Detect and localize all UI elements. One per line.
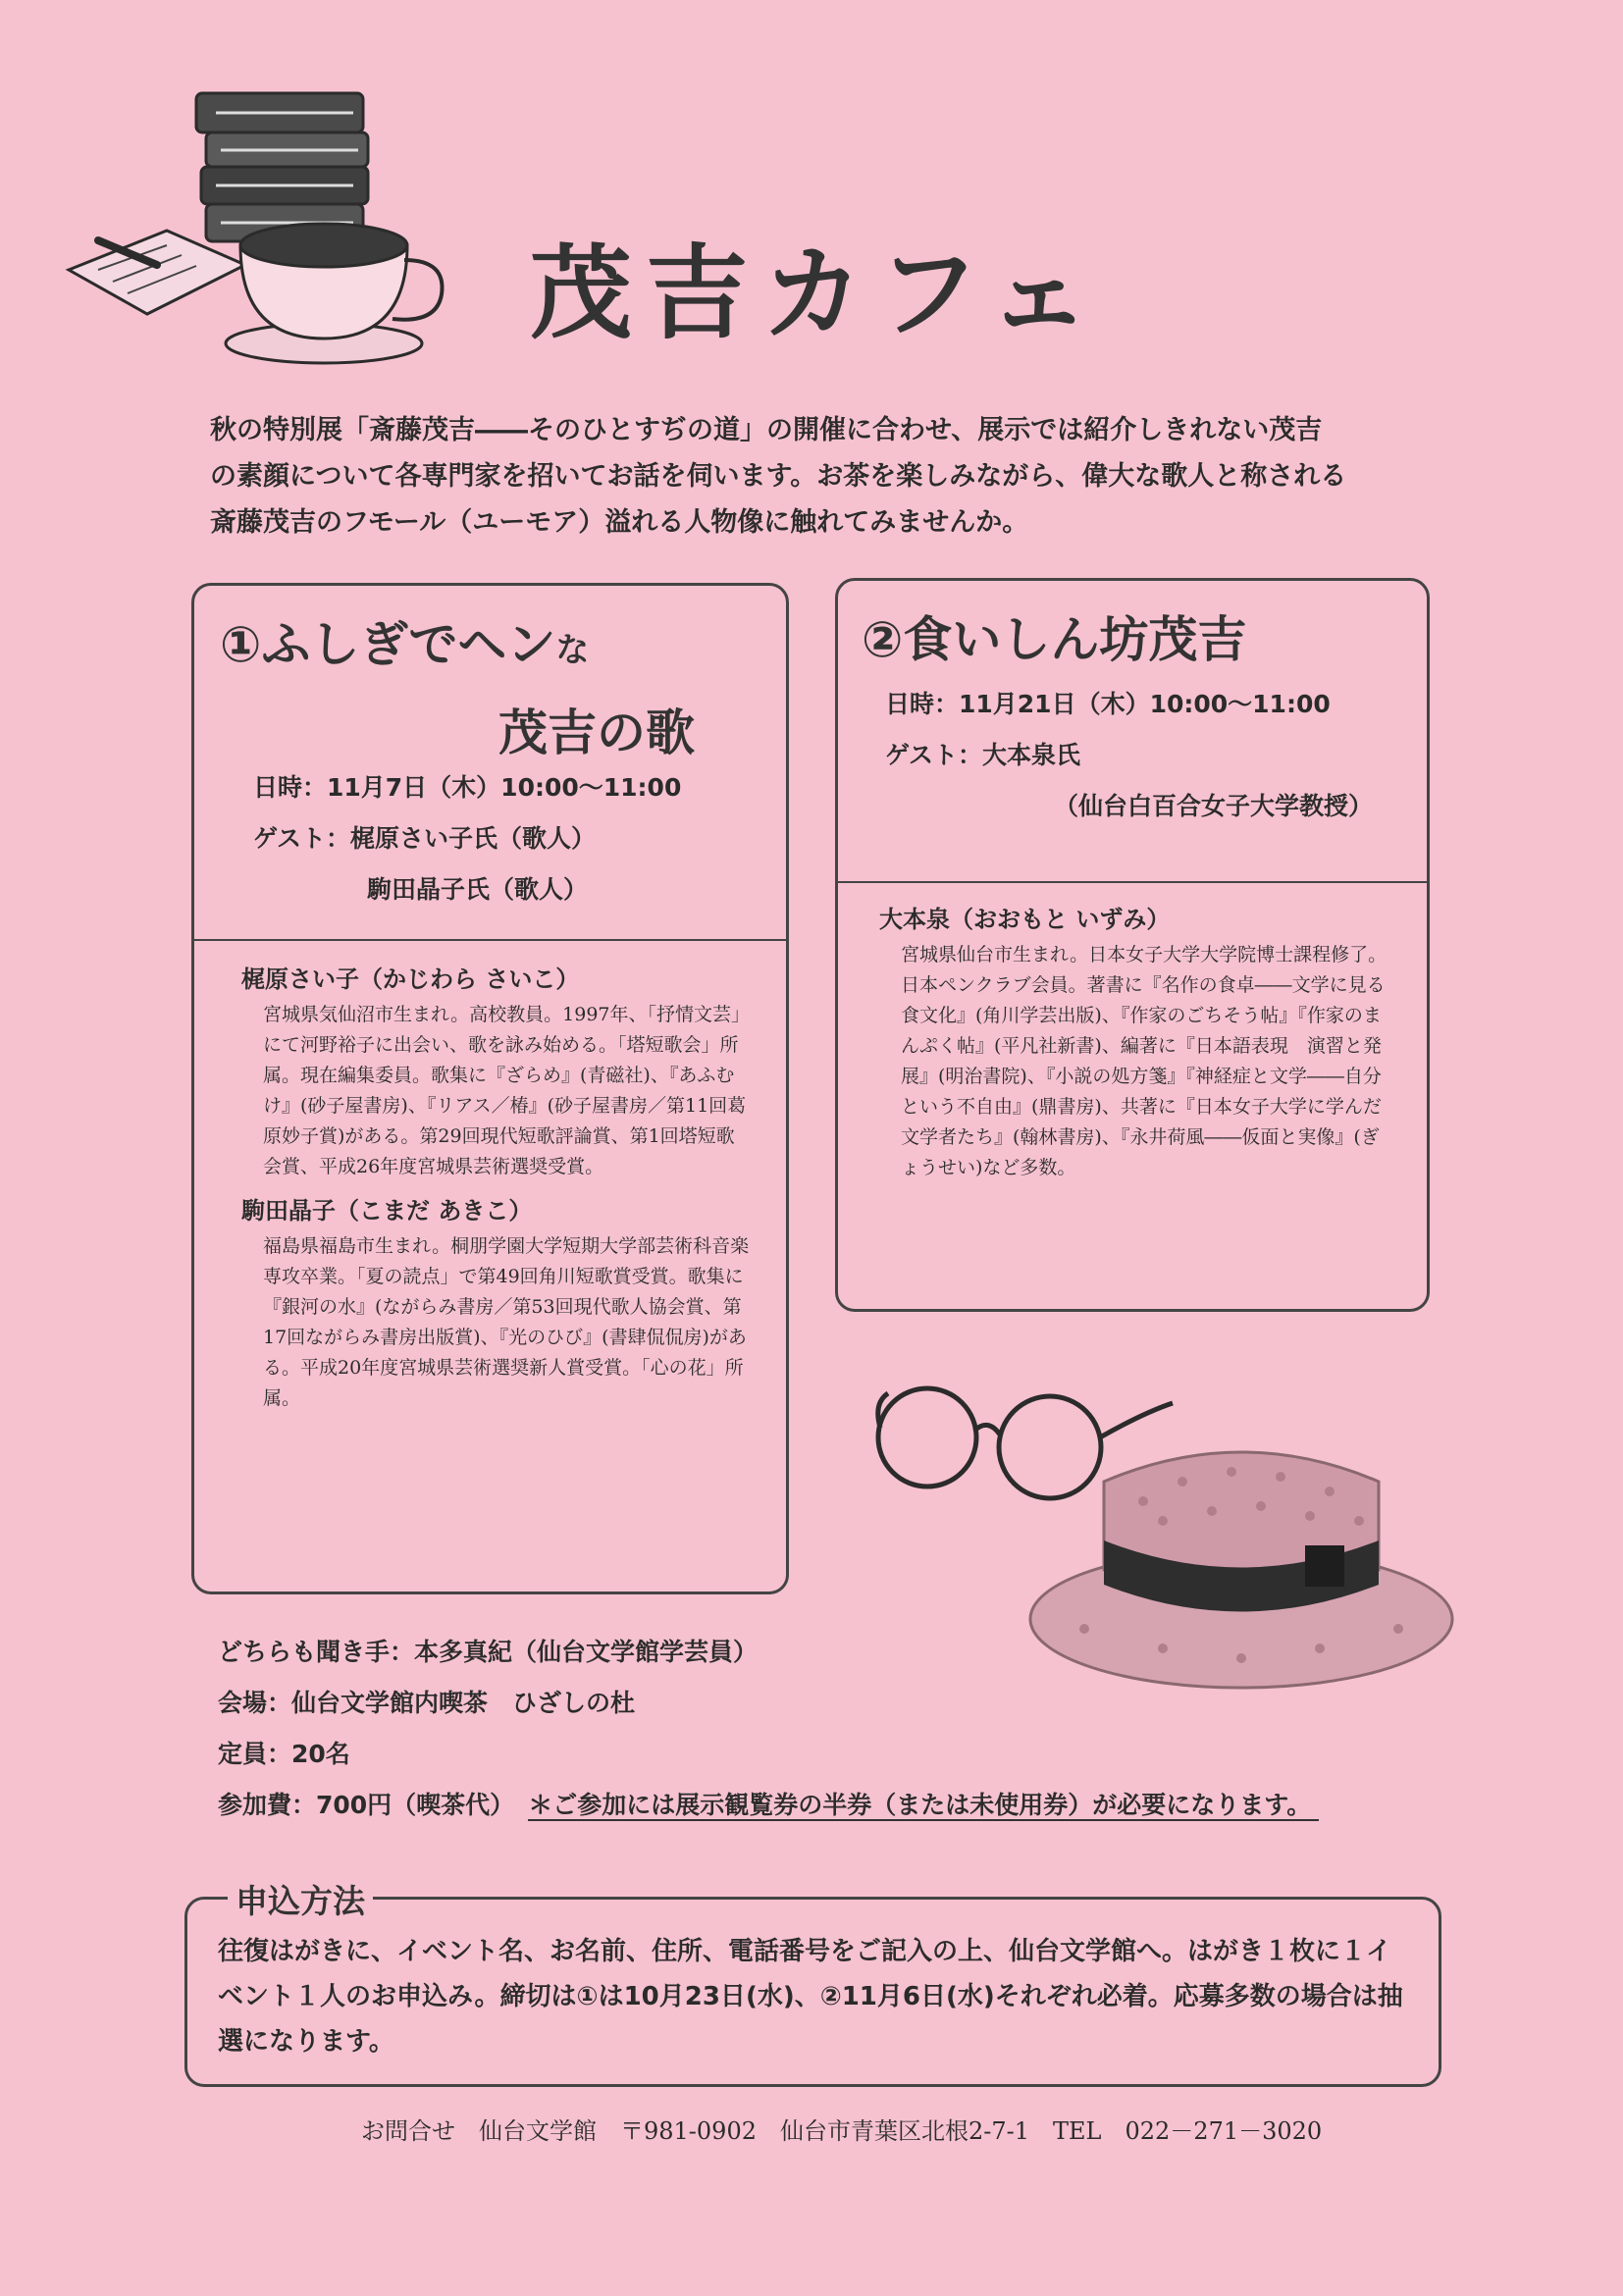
event-1-bios	[241, 959, 752, 1422]
event-1-title-line2: 茂吉の歌	[498, 704, 695, 761]
event-2-guest: ゲスト：大本泉氏	[885, 741, 1081, 769]
divider	[838, 881, 1427, 883]
event-2-box	[835, 578, 1430, 1312]
event-2-title: ②食いしん坊茂吉	[862, 611, 1247, 668]
bio-text: 宮城県気仙沼市生まれ。高校教員。1997年、「抒情文芸」にて河野裕子に出会い、歌を詠み始める。「塔短歌会」所属。現在編集委員。歌集に『ざらめ』(青磁社)、『あふむけ』(砂子屋書房)、『リアス／椿』(砂子屋書房／第11回葛原妙子賞)がある。第29回現代短歌評論賞、第1回塔短歌会賞、平成26年度宮城県芸術選奨受賞。	[263, 1004, 750, 1177]
intro-line: 秋の特別展「斎藤茂吉――そのひとすぢの道」の開催に合わせ、展示では紹介しきれない茂吉	[210, 415, 1323, 445]
venue: 会場：仙台文学館内喫茶 ひざしの杜	[218, 1689, 636, 1717]
page-title: 茂吉カフェ	[530, 234, 1104, 353]
event-2-guest-affiliation: （仙台白百合女子大学教授）	[1054, 792, 1374, 820]
event-details	[218, 1627, 1319, 1831]
event-1-info	[253, 762, 681, 915]
intro-line: の素顔について各専門家を招いてお話を伺います。お茶を楽しみながら、偉大な歌人と称される	[210, 461, 1347, 492]
event-1-guest: ゲスト：梶原さい子氏（歌人）	[253, 824, 597, 853]
bio-name: 梶原さい子（かじわら さいこ）	[241, 965, 580, 993]
bio-name: 駒田晶子（こまだ あきこ）	[241, 1197, 533, 1225]
fee-row	[218, 1780, 1319, 1831]
application-text: 往復はがきに、イベント名、お名前、住所、電話番号をご記入の上、仙台文学館へ。はがき１枚に１イベント１人のお申込み。締切は①は10月23日(水)、②11月6日(水)それぞれ必着。応募多数の場合は抽選になります。	[218, 1937, 1403, 2057]
capacity: 定員：20名	[218, 1740, 350, 1768]
event-1-datetime: 日時：11月7日（木）10:00～11:00	[253, 773, 682, 802]
bio-text: 宮城県仙台市生まれ。日本女子大学大学院博士課程修了。日本ペンクラブ会員。著書に『名作の食卓――文学に見る食文化』(角川学芸出版)、『作家のごちそう帖』『作家のまんぷく帖』(平凡社新書)、編著に『日本語表現 演習と発展』(明治書院)、『小説の処方箋』『神経症と文学――自分という不自由』(鼎書房)、共著に『日本女子大学に学んだ文学者たち』(翰林書房)、『永井荷風――仮面と実像』(ぎょうせい)など多数。	[901, 944, 1387, 1178]
event-1-box	[191, 583, 789, 1594]
event-1-title-main: ①ふしぎでヘン	[220, 616, 556, 673]
bio-text: 福島県福島市生まれ。桐朋学園大学短期大学部芸術科音楽専攻卒業。「夏の読点」で第49回角川短歌賞受賞。歌集に『銀河の水』(ながらみ書房／第53回現代歌人協会賞、第17回ながらみ書房出版賞)、『光のひび』(書肆侃侃房)がある。平成20年度宮城県芸術選奨新人賞受賞。「心の花」所属。	[263, 1235, 750, 1409]
interviewer: どちらも聞き手：本多真紀（仙台文学館学芸員）	[218, 1638, 759, 1666]
divider	[194, 939, 786, 941]
fee: 参加費：700円（喫茶代）	[218, 1791, 515, 1819]
application-label: 申込方法	[228, 1876, 373, 1922]
event-1-title-small: な	[555, 631, 590, 670]
event-1-title	[220, 605, 589, 676]
contact-info: お問合せ 仙台文学館 〒981-0902 仙台市青葉区北根2-7-1 TEL 022－271－3020	[361, 2117, 1323, 2145]
fee-note: ＊ご参加には展示観覧券の半券（または未使用券）が必要になります。	[528, 1791, 1319, 1821]
event-1-guest-2: 駒田晶子氏（歌人）	[367, 875, 589, 904]
event-2-datetime: 日時：11月21日（木）10:00～11:00	[885, 690, 1331, 718]
event-2-info	[885, 679, 1373, 832]
intro-text	[210, 407, 1427, 546]
bio-name: 大本泉（おおもと いずみ）	[879, 906, 1171, 933]
intro-line: 斎藤茂吉のフモール（ユーモア）溢れる人物像に触れてみませんか。	[210, 507, 1029, 538]
event-2-bios	[879, 899, 1389, 1191]
books-coffee-icon	[59, 83, 451, 378]
